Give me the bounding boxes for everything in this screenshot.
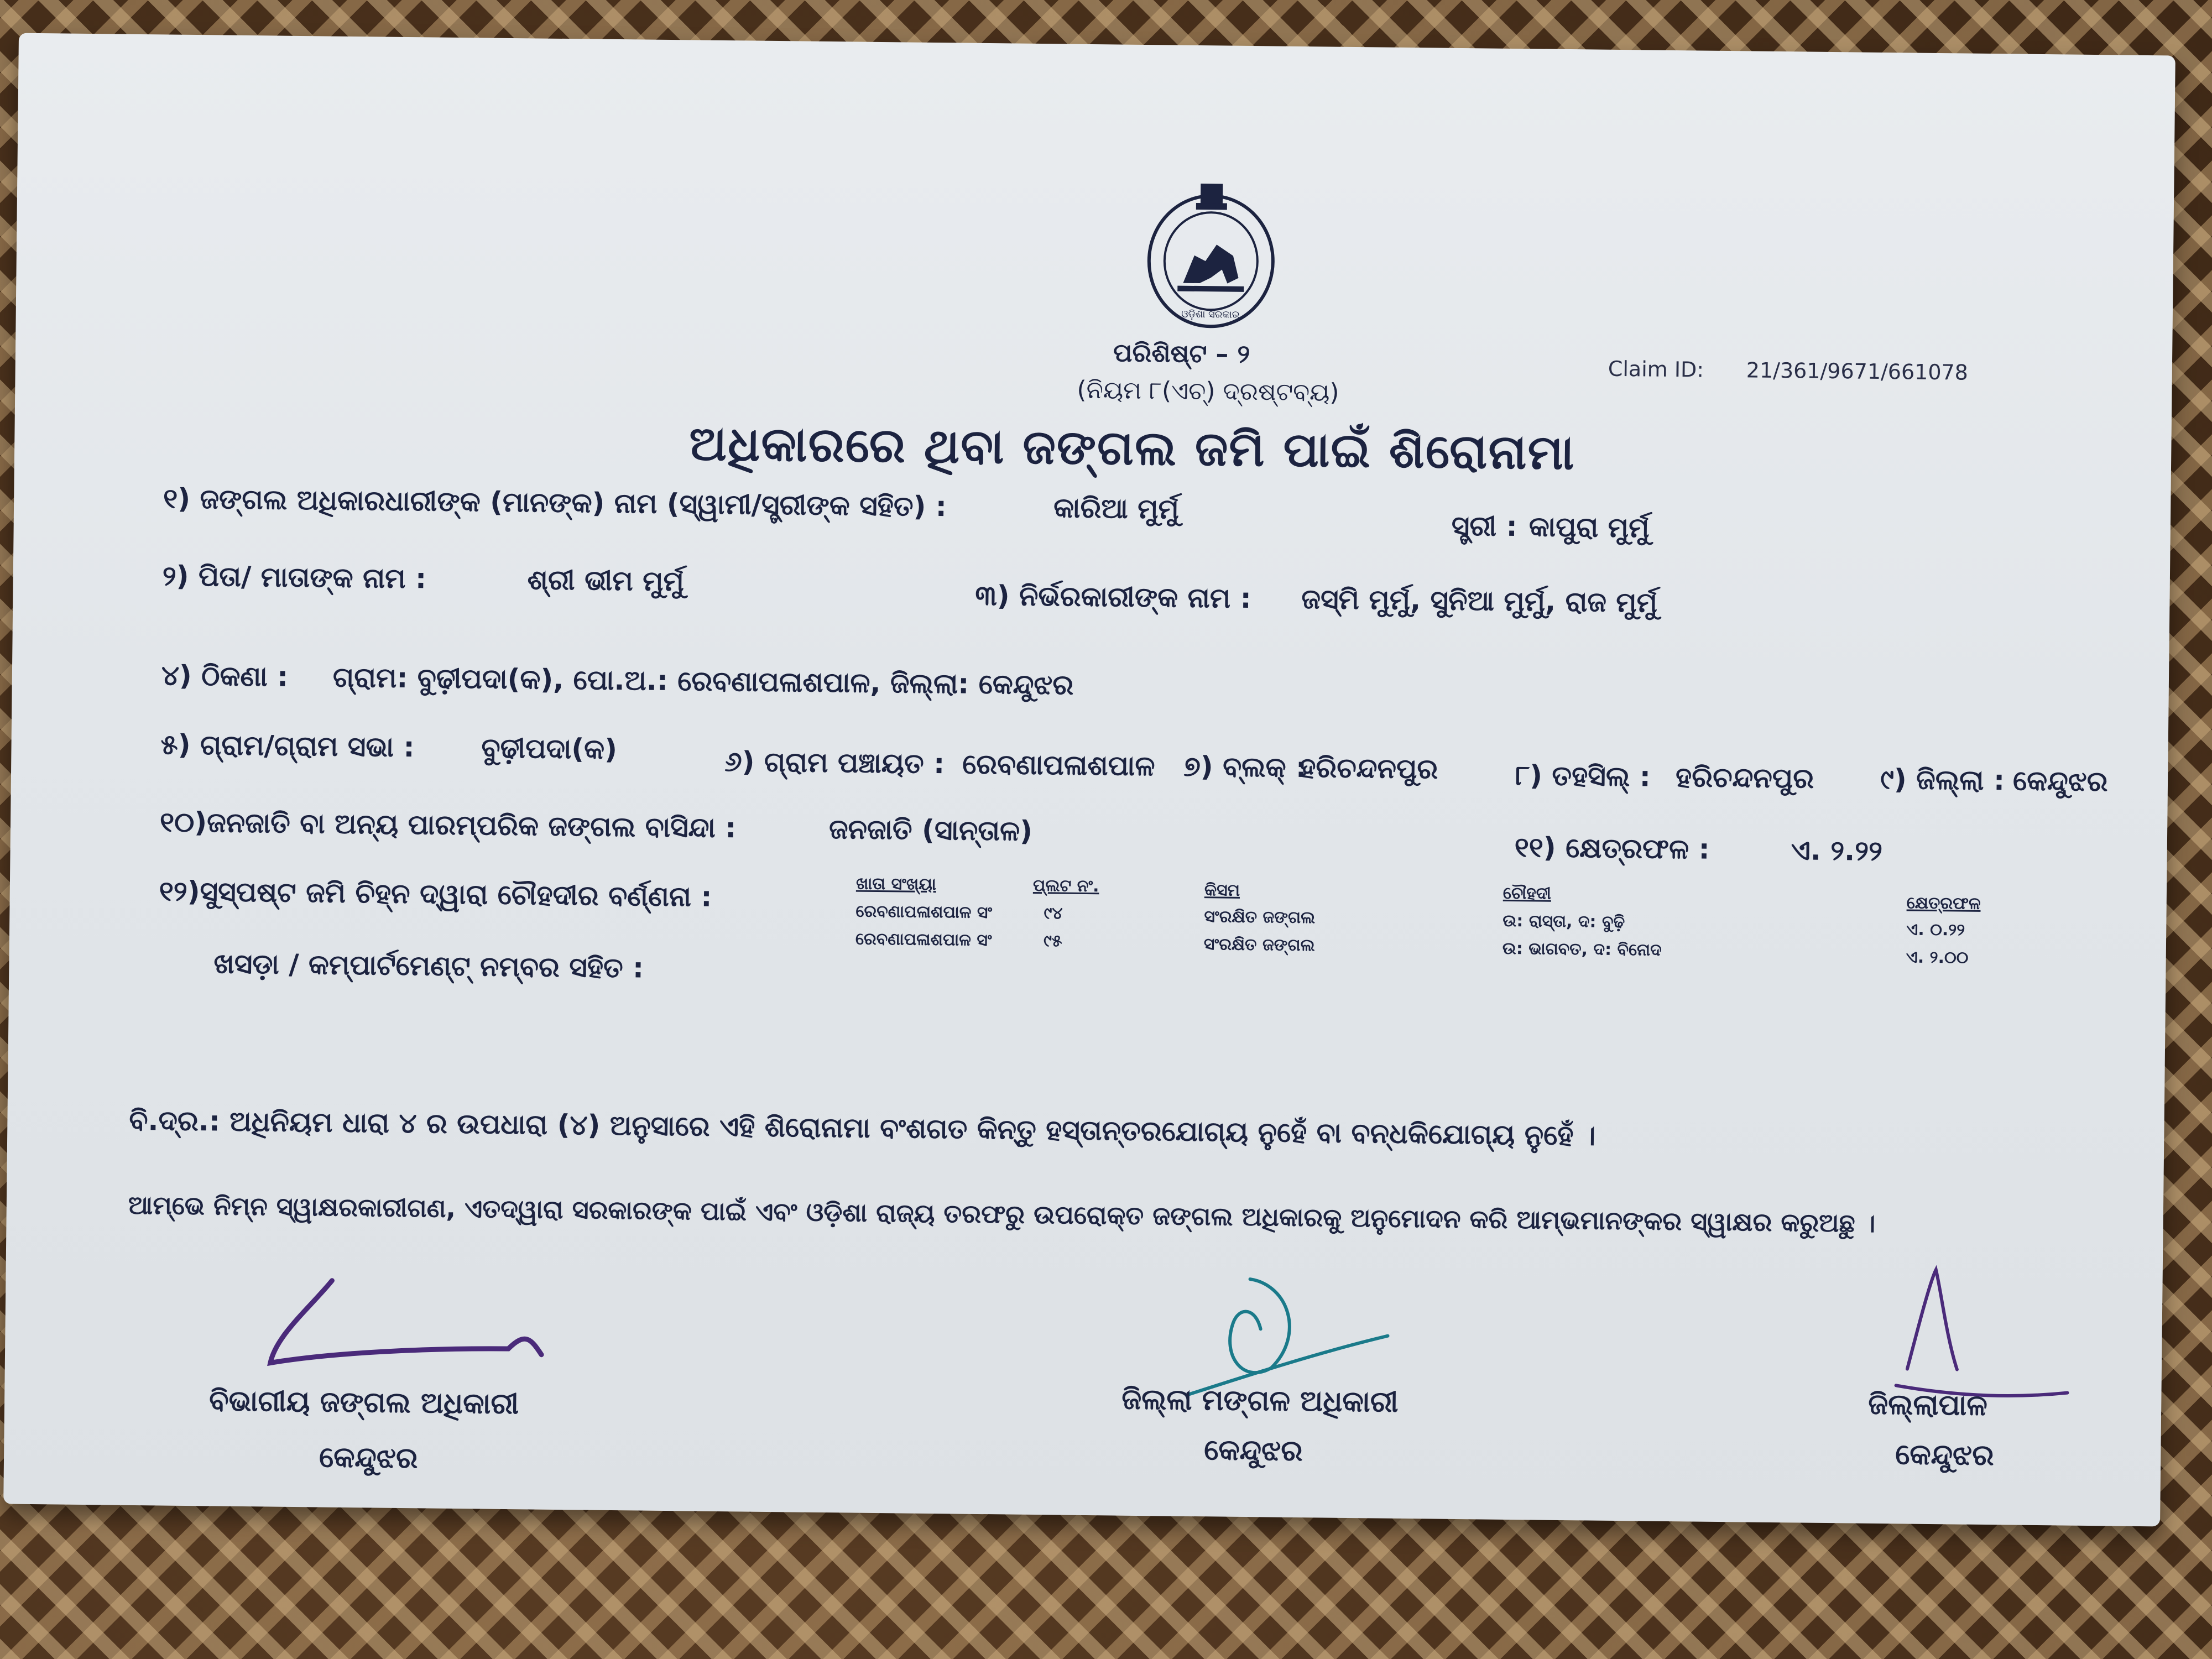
field-9-label: ୯) ଜିଲ୍ଲା : — [1880, 763, 2005, 797]
field-1-wife-value: କାପୁରା ମୁର୍ମୁ — [1528, 510, 1650, 544]
field-7-value: ହରିଚନ୍ଦନପୁର — [1299, 751, 1438, 785]
table-row-1-kisam: ସଂରକ୍ଷିତ ଜଙ୍ଗଲ — [1204, 907, 1316, 928]
legal-note: ବି.ଦ୍ର.: ଅଧିନିୟମ ଧାରା ୪ ର ଉପଧାରା (୪) ଅନୁସାରେ ଏହି ଶିରୋନାମା ବଂଶଗତ କିନ୍ତୁ ହସ୍ତାନ୍ତରଯୋଗ୍ୟ ନୁହେଁ ବା ବନ୍ଧକିଯୋଗ୍ୟ ନୁହେଁ । — [129, 1104, 1596, 1152]
field-8-value: ହରିଚନ୍ଦନପୁର — [1675, 761, 1814, 795]
document-title: ଅଧିକାରରେ ଥିବା ଜଙ୍ଗଲ ଜମି ପାଇଁ ଶିରୋନାମା — [688, 416, 1576, 481]
field-3-label: ୩) ନିର୍ଭରକାରୀଙ୍କ ନାମ : — [975, 579, 1251, 615]
field-7-label: ୭) ବ୍ଲକ୍ : — [1183, 750, 1307, 784]
table-row-2-khata: ରେବଣାପଳାଶପାଳ ସଂ — [855, 929, 992, 951]
field-8-label: ୮) ତହସିଲ୍ : — [1515, 759, 1651, 793]
field-1-wife-label: ସ୍ତ୍ରୀ : — [1451, 509, 1517, 543]
table-row-1-area: ଏ. ୦.୨୨ — [1906, 920, 1965, 940]
odisha-emblem-icon — [1144, 172, 1278, 333]
field-12-label-2: ଖସଡ଼ା / କମ୍ପାର୍ଟମେଣ୍ଟ୍ ନମ୍ବର ସହିତ : — [213, 947, 644, 984]
field-9-value: କେନ୍ଦୁଝର — [2012, 764, 2108, 798]
signatory-2-place: କେନ୍ଦୁଝର — [1204, 1433, 1303, 1468]
signatory-1-title: ବିଭାଗୀୟ ଜଙ୍ଗଲ ଅଧିକାରୀ — [208, 1384, 519, 1421]
field-6-value: ରେବଣାପଳାଶପାଳ — [962, 748, 1155, 782]
rule-reference: (ନିୟମ ୮(ଏଚ୍) ଦ୍ରଷ୍ଟବ୍ୟ) — [1077, 375, 1339, 407]
table-header-chauhadi: ଚୌହଦୀ — [1503, 883, 1552, 904]
field-12-label: ୧୨)ସୁସ୍ପଷ୍ଟ ଜମି ଚିହ୍ନ ଦ୍ୱାରା ଚୌହଦୀର ବର୍ଣ୍ଣନା : — [159, 875, 712, 913]
table-header-plot: ପ୍ଲଟ ନଂ. — [1032, 875, 1099, 896]
signatory-1-place: କେନ୍ଦୁଝର — [319, 1441, 418, 1475]
table-header-kisam: କିସମ — [1204, 880, 1240, 900]
field-3-value: ଜସ୍ମି ମୁର୍ମୁ, ସୁନିଆ ମୁର୍ମୁ, ରାଜ ମୁର୍ମୁ — [1301, 582, 1658, 619]
signature-collector — [1874, 1258, 2074, 1404]
table-header-khata: ଖାତା ସଂଖ୍ୟା — [855, 874, 937, 895]
signatory-2-title: ଜିଲ୍ଲା ମଙ୍ଗଳ ଅଧିକାରୀ — [1121, 1383, 1399, 1419]
emblem-bottom-text: ଓଡ଼ିଶା ସରକାର — [1181, 308, 1240, 321]
claim-id-label: Claim ID: — [1608, 356, 1704, 382]
title-document — [3, 33, 2176, 1527]
table-row-1-khata: ରେବଣାପଳାଶପାଳ ସଂ — [855, 901, 993, 923]
table-row-2-kisam: ସଂରକ୍ଷିତ ଜଙ୍ଗଲ — [1203, 935, 1315, 956]
approval-statement: ଆମ୍ଭେ ନିମ୍ନ ସ୍ୱାକ୍ଷରକାରୀଗଣ, ଏତଦ୍ୱାରା ସରକାରଙ୍କ ପାଇଁ ଏବଂ ଓଡ଼ିଶା ରାଜ୍ୟ ତରଫରୁ ଉପରୋକ୍ତ ଜଙ୍ଗଲ ଅଧିକାରକୁ ଅନୁମୋଦନ କରି ଆମ୍ଭମାନଙ୍କର ସ୍ୱାକ୍ଷର କରୁଅଛୁ । — [128, 1190, 1876, 1238]
table-row-2-chauhadi: ଉ: ଭାଗବତ, ଦ: ବିନୋଦ — [1502, 938, 1662, 960]
field-1-value: କାରିଆ ମୁର୍ମୁ — [1053, 492, 1180, 525]
field-5-value: ବୁଢ଼ୀପଦା(କ) — [481, 732, 618, 766]
table-row-1-chauhadi: ଉ: ରାସ୍ତା, ଦ: ବୁଢ଼ି — [1503, 911, 1625, 932]
field-4-label: ୪) ଠିକଣା : — [161, 659, 289, 693]
signatory-3-title: ଜିଲ୍ଲାପାଳ — [1867, 1387, 1988, 1423]
signature-dfo — [265, 1269, 554, 1382]
claim-id-value: 21/361/9671/661078 — [1746, 358, 1969, 385]
appendix-heading: ପରିଶିଷ୍ଟ – ୨ — [1113, 337, 1250, 369]
field-10-value: ଜନଜାତି (ସାନ୍ତାଳ) — [828, 813, 1033, 847]
field-2-value: ଶ୍ରୀ ଭୀମ ମୁର୍ମୁ — [527, 564, 685, 598]
table-row-1-plot: ୯୪ — [1044, 904, 1063, 924]
field-5-label: ୫) ଗ୍ରାମ/ଗ୍ରାମ ସଭା : — [160, 728, 415, 764]
table-row-2-area: ଏ. ୨.୦୦ — [1906, 947, 1969, 968]
field-11-value: ଏ. ୨.୨୨ — [1791, 834, 1883, 868]
table-header-area: କ୍ଷେତ୍ରଫଳ — [1906, 893, 1981, 914]
field-6-label: ୬) ଗ୍ରାମ ପଞ୍ଚାୟତ : — [724, 745, 945, 780]
field-10-label: ୧୦)ଜନଜାତି ବା ଅନ୍ୟ ପାରମ୍ପରିକ ଜଙ୍ଗଲ ବାସିନ୍ଦା : — [159, 806, 737, 844]
field-2-label: ୨) ପିତା/ ମାତାଙ୍କ ନାମ : — [162, 560, 427, 595]
field-4-value: ଗ୍ରାମ: ବୁଢ଼ୀପଦା(କ), ପୋ.ଅ.: ରେବଣାପଳାଶପାଳ, ଜିଲ୍ଲା: କେନ୍ଦୁଝର — [332, 661, 1074, 701]
signatory-3-place: କେନ୍ଦୁଝର — [1895, 1438, 1995, 1473]
field-11-label: ୧୧) କ୍ଷେତ୍ରଫଳ : — [1514, 831, 1710, 865]
field-1-label: ୧) ଜଙ୍ଗଲ ଅଧିକାରଧାରୀଙ୍କ (ମାନଙ୍କ) ନାମ (ସ୍ୱାମୀ/ସ୍ତ୍ରୀଙ୍କ ସହିତ) : — [163, 482, 947, 523]
table-row-2-plot: ୯୫ — [1043, 931, 1062, 951]
